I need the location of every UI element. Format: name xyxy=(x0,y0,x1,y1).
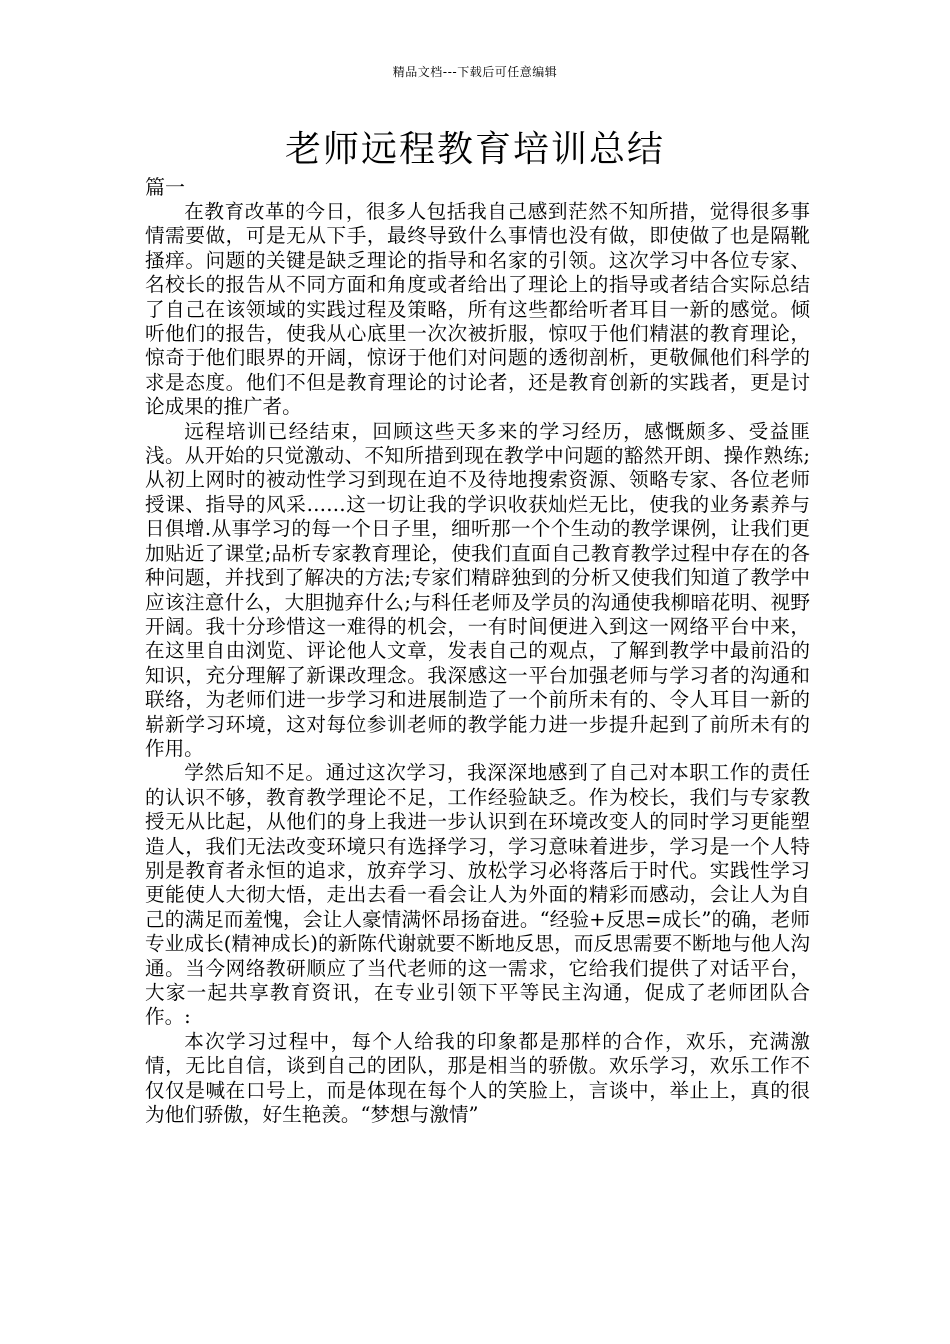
document-title: 老师远程教育培训总结 xyxy=(284,129,665,170)
paragraph-2: 远程培训已经结束，回顾这些天多来的学习经历，感慨颇多、受益匪浅。从开始的只觉激动、不知所措到现在教学中问题的豁然开朗、操作熟练;从初上网时的被动性学习到现在迫不及待地搜索资源、领略专家、各位老师授课、指导的风采……这一切让我的学识收获灿烂无比，使我的业务素养与日俱增.从事学习的每一个日子里，细听那一个个生动的教学课例，让我们更加贴近了课堂;品析专家教育理论，使我们直面自己教育教学过程中存在的各种问题，并找到了解决的方法;专家们精辟独到的分析又使我们知道了教学中应该注意什么，大胆抛弃什么;与科任老师及学员的沟通使我柳暗花明、视野开阔。我十分珍惜这一难得的机会，一有时间便进入到这一网络平台中来，在这里自由浏览、评论他人文章，发表自己的观点，了解到教学中最前沿的知识，充分理解了新课改理念。我深感这一平台加强老师与学习者的沟通和联络，为老师们进一步学习和进展制造了一个前所未有的、令人耳目一新的崭新学习环境，这对每位参训老师的教学能力进一步提升起到了前所未有的作用。 xyxy=(145,419,810,760)
paragraph-1: 在教育改革的今日，很多人包括我自己感到茫然不知所措，觉得很多事情需要做，可是无从下手，最终导致什么事情也没有做，即使做了也是隔靴搔痒。问题的关键是缺乏理论的指导和名家的引领。这次学习中各位专家、名校长的报告从不同方面和角度或者给出了理论上的指导或者结合实际总结了自己在该领域的实践过程及策略，所有这些都给听者耳目一新的感觉。倾听他们的报告，使我从心底里一次次被折服，惊叹于他们精湛的教育理论，惊奇于他们眼界的开阔，惊讶于他们对问题的透彻剖析，更敬佩他们科学的求是态度。他们不但是教育理论的讨论者，还是教育创新的实践者，更是讨论成果的推广者。 xyxy=(145,200,810,419)
paragraph-3: 学然后知不足。通过这次学习，我深深地感到了自己对本职工作的责任的认识不够，教育教学理论不足，工作经验缺乏。作为校长，我们与专家教授无从比起，从他们的身上我进一步认识到在环境改变人的同时学习更能塑造人，我们无法改变环境只有选择学习，学习意味着进步，学习是一个人特别是教育者永恒的追求，放弃学习、放松学习必将落后于时代。实践性学习更能使人大彻大悟，走出去看一看会让人为外面的精彩而感动，会让人为自己的满足而羞愧，会让人豪情满怀昂扬奋进。“经验+反思=成长”的确，老师专业成长(精神成长)的新陈代谢就要不断地反思，而反思需要不断地与他人沟通。当今网络教研顺应了当代老师的这一需求，它给我们提供了对话平台，大家一起共享教育资讯，在专业引领下平等民主沟通，促成了老师团队合作。: xyxy=(145,761,810,1029)
section-label: 篇一 xyxy=(145,175,185,199)
document-body xyxy=(145,174,810,1127)
paragraph-4: 本次学习过程中，每个人给我的印象都是那样的合作，欢乐，充满激情，无比自信，谈到自己的团队，那是相当的骄傲。欢乐学习，欢乐工作不仅仅是喊在口号上，而是体现在每个人的笑脸上，言谈中，举止上，真的很为他们骄傲，好生艳羡。“梦想与激情” xyxy=(145,1029,810,1127)
header-note: 精品文档---下载后可任意编辑 xyxy=(392,65,558,79)
